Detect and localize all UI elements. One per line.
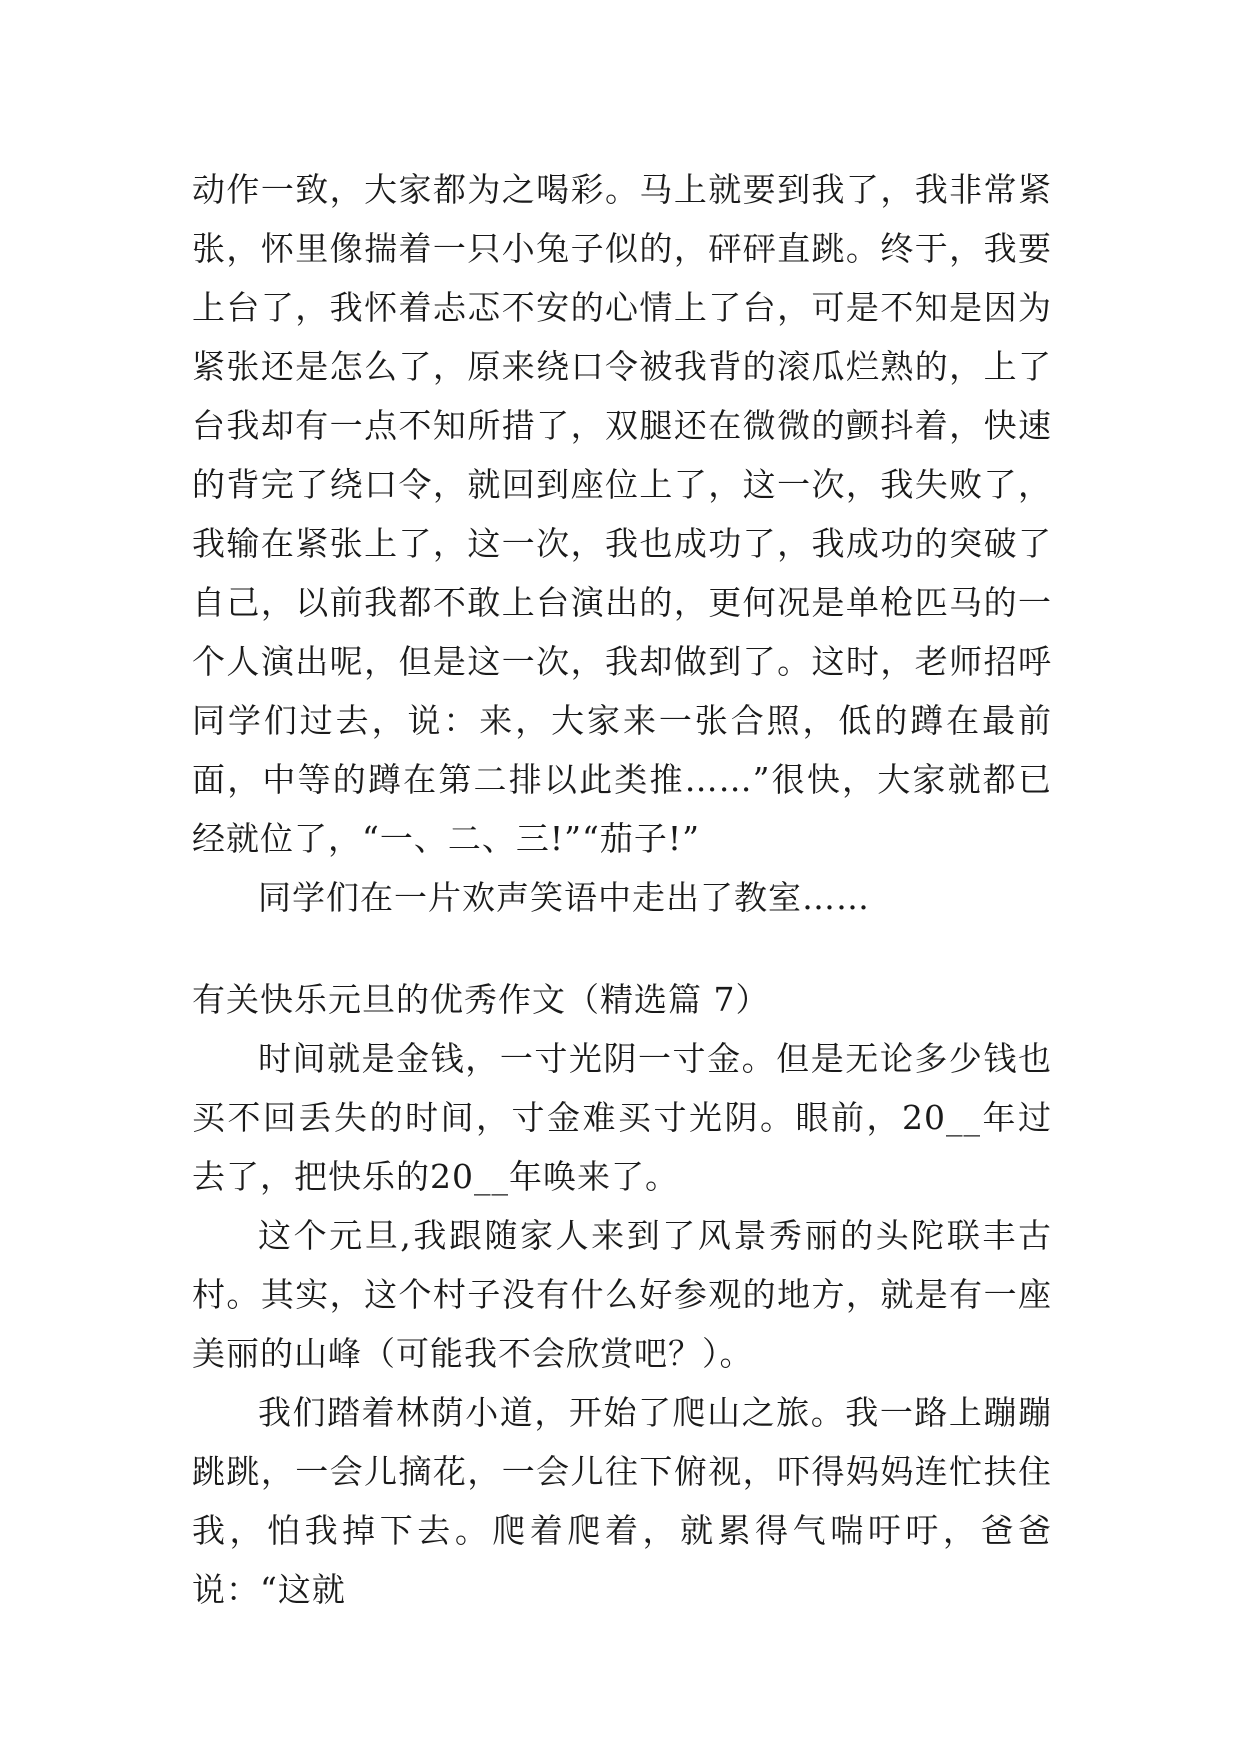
essay-continuation — [192, 160, 1052, 927]
paragraph-2: 这个元旦,我跟随家人来到了风景秀丽的头陀联丰古村。其实，这个村子没有什么好参观的地方，就是有一座美丽的山峰（可能我不会欣赏吧？）。 — [192, 1216, 1052, 1373]
paragraph-closing: 同学们在一片欢声笑语中走出了教室…… — [258, 878, 870, 917]
paragraph-1: 时间就是金钱，一寸光阴一寸金。但是无论多少钱也买不回丢失的时间，寸金难买寸光阴。眼前，20__年过去了，把快乐的20__年唤来了。 — [192, 1039, 1052, 1196]
paragraph-continuation: 动作一致，大家都为之喝彩。马上就要到我了，我非常紧张，怀里像揣着一只小兔子似的，砰砰直跳。终于，我要上台了，我怀着忐忑不安的心情上了台，可是不知是因为紧张还是怎么了，原来绕口令被我背的滚瓜烂熟的，上了台我却有一点不知所措了，双腿还在微微的颤抖着，快速的背完了绕口令，就回到座位上了，这一次，我失败了，我输在紧张上了，这一次，我也成功了，我成功的突破了自己，以前我都不敢上台演出的，更何况是单枪匹马的一个人演出呢，但是这一次，我却做到了。这时，老师招呼同学们过去，说：来，大家来一张合照，低的蹲在最前面，中等的蹲在第二排以此类推……”很快，大家就都已经就位了，“一、二、三!”“茄子!” — [192, 170, 1052, 858]
section-heading: 有关快乐元旦的优秀作文（精选篇 7） — [192, 980, 770, 1019]
paragraph-3: 我们踏着林荫小道，开始了爬山之旅。我一路上蹦蹦跳跳，一会儿摘花，一会儿往下俯视，吓得妈妈连忙扶住我，怕我掉下去。爬着爬着，就累得气喘吁吁，爸爸说：“这就 — [192, 1393, 1052, 1609]
essay-section-7 — [192, 970, 1052, 1619]
